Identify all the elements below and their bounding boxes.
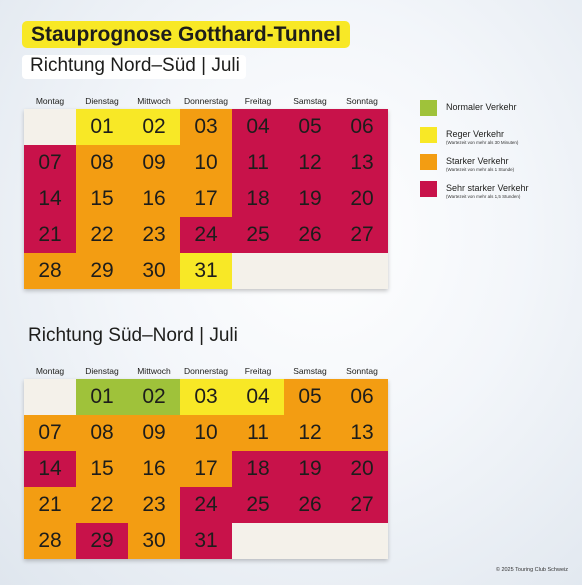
empty-cell — [232, 253, 284, 289]
day-cell: 12 — [284, 415, 336, 451]
day-cell: 24 — [180, 217, 232, 253]
weekday-label: Freitag — [244, 96, 272, 106]
empty-cell — [24, 379, 76, 415]
legend-note: (Wartezeit von mehr als 30 Minuten) — [446, 140, 519, 145]
empty-cell — [232, 523, 284, 559]
weekday-label: Sonntag — [346, 96, 378, 106]
weekday-header-nord-sued — [24, 96, 388, 106]
calendar-sued-nord — [24, 379, 388, 559]
legend-item-reger — [420, 127, 560, 154]
weekday-label: Montag — [35, 366, 65, 376]
day-cell: 05 — [284, 109, 336, 145]
legend-note: (Wartezeit von mehr als 1,5 Stunden) — [446, 194, 521, 199]
day-cell: 30 — [128, 523, 180, 559]
empty-cell — [336, 523, 388, 559]
day-cell: 28 — [24, 523, 76, 559]
day-cell: 17 — [180, 181, 232, 217]
day-cell: 29 — [76, 253, 128, 289]
weekday-label: Mittwoch — [137, 96, 171, 106]
day-cell: 06 — [336, 379, 388, 415]
day-cell: 05 — [284, 379, 336, 415]
weekday-label: Sonntag — [346, 366, 378, 376]
empty-cell — [336, 253, 388, 289]
day-cell: 06 — [336, 109, 388, 145]
weekday-label: Donnerstag — [184, 366, 228, 376]
day-cell: 03 — [180, 379, 232, 415]
subtitle-sued-nord: Richtung Süd–Nord | Juli — [28, 325, 238, 346]
day-cell: 25 — [232, 217, 284, 253]
legend-label: Normaler Verkehr — [446, 102, 517, 112]
day-cell: 15 — [76, 451, 128, 487]
day-cell: 26 — [284, 217, 336, 253]
day-cell: 22 — [76, 487, 128, 523]
day-cell: 23 — [128, 217, 180, 253]
empty-cell — [24, 109, 76, 145]
day-cell: 30 — [128, 253, 180, 289]
day-cell: 15 — [76, 181, 128, 217]
day-cell: 20 — [336, 451, 388, 487]
day-cell: 01 — [76, 109, 128, 145]
day-cell: 02 — [128, 379, 180, 415]
legend-label: Starker Verkehr — [446, 156, 509, 166]
calendar-nord-sued — [24, 109, 388, 289]
empty-cell — [284, 523, 336, 559]
day-cell: 14 — [24, 181, 76, 217]
day-cell: 24 — [180, 487, 232, 523]
day-cell: 29 — [76, 523, 128, 559]
day-cell: 02 — [128, 109, 180, 145]
day-cell: 25 — [232, 487, 284, 523]
day-cell: 11 — [232, 145, 284, 181]
day-cell: 07 — [24, 145, 76, 181]
day-cell: 23 — [128, 487, 180, 523]
day-cell: 27 — [336, 487, 388, 523]
legend-swatch — [420, 127, 437, 143]
day-cell: 16 — [128, 451, 180, 487]
day-cell: 26 — [284, 487, 336, 523]
weekday-label: Samstag — [293, 366, 327, 376]
subtitle-nord-sued: Richtung Nord–Süd | Juli — [22, 55, 246, 79]
day-cell: 18 — [232, 181, 284, 217]
day-cell: 31 — [180, 253, 232, 289]
legend-swatch — [420, 154, 437, 170]
day-cell: 13 — [336, 415, 388, 451]
weekday-label: Freitag — [244, 366, 272, 376]
day-cell: 19 — [284, 181, 336, 217]
day-cell: 01 — [76, 379, 128, 415]
day-cell: 20 — [336, 181, 388, 217]
weekday-label: Samstag — [293, 96, 327, 106]
weekday-label: Mittwoch — [137, 366, 171, 376]
legend-item-normal — [420, 100, 560, 127]
day-cell: 17 — [180, 451, 232, 487]
day-cell: 28 — [24, 253, 76, 289]
day-cell: 10 — [180, 415, 232, 451]
legend-item-sehr-starker — [420, 181, 560, 208]
day-cell: 13 — [336, 145, 388, 181]
day-cell: 10 — [180, 145, 232, 181]
copyright: © 2025 Touring Club Schweiz — [495, 567, 568, 573]
legend-note: (Wartezeit von mehr als 1 Stunde) — [446, 167, 515, 172]
day-cell: 09 — [128, 145, 180, 181]
day-cell: 08 — [76, 415, 128, 451]
day-cell: 14 — [24, 451, 76, 487]
legend-swatch — [420, 100, 437, 116]
page-title: Stauprognose Gotthard-Tunnel — [22, 21, 350, 48]
legend-swatch — [420, 181, 437, 197]
legend — [420, 100, 560, 208]
day-cell: 19 — [284, 451, 336, 487]
day-cell: 04 — [232, 109, 284, 145]
day-cell: 11 — [232, 415, 284, 451]
day-cell: 07 — [24, 415, 76, 451]
weekday-label: Dienstag — [85, 96, 119, 106]
day-cell: 04 — [232, 379, 284, 415]
weekday-label: Dienstag — [85, 366, 119, 376]
day-cell: 16 — [128, 181, 180, 217]
empty-cell — [284, 253, 336, 289]
day-cell: 21 — [24, 217, 76, 253]
day-cell: 09 — [128, 415, 180, 451]
legend-item-starker — [420, 154, 560, 181]
weekday-label: Donnerstag — [184, 96, 228, 106]
weekday-label: Montag — [35, 96, 65, 106]
day-cell: 22 — [76, 217, 128, 253]
day-cell: 21 — [24, 487, 76, 523]
day-cell: 31 — [180, 523, 232, 559]
legend-label: Reger Verkehr — [446, 129, 505, 139]
legend-label: Sehr starker Verkehr — [446, 183, 529, 193]
day-cell: 27 — [336, 217, 388, 253]
day-cell: 08 — [76, 145, 128, 181]
day-cell: 18 — [232, 451, 284, 487]
day-cell: 03 — [180, 109, 232, 145]
weekday-header-sued-nord — [24, 366, 388, 376]
day-cell: 12 — [284, 145, 336, 181]
